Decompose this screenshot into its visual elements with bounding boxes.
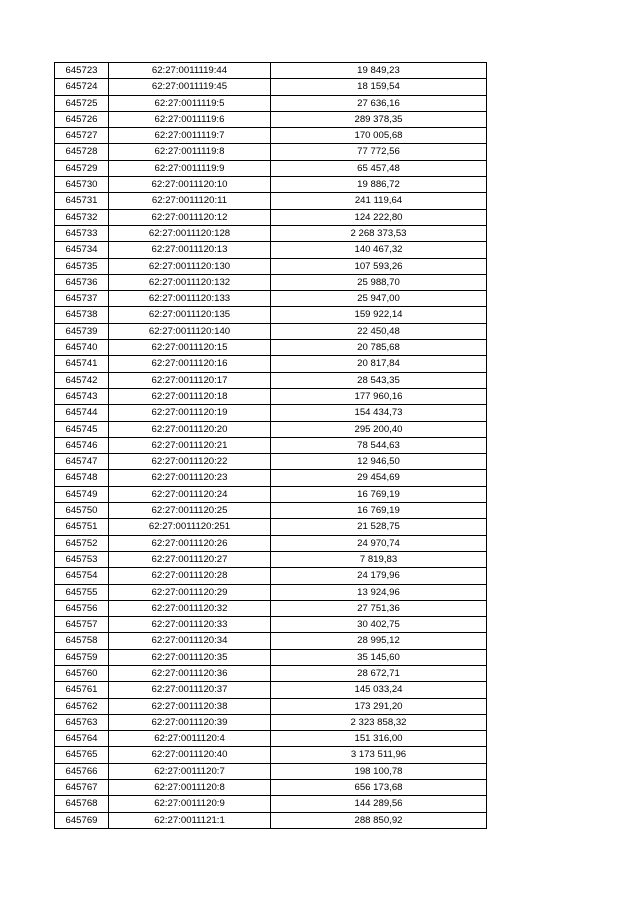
- row-number-cell: 645756: [55, 600, 109, 616]
- row-number-cell: 645755: [55, 584, 109, 600]
- value-cell: 144 289,56: [271, 796, 487, 812]
- row-number-cell: 645753: [55, 551, 109, 567]
- row-number-cell: 645729: [55, 160, 109, 176]
- value-cell: 20 785,68: [271, 340, 487, 356]
- table-row: [55, 584, 487, 600]
- cadastral-number-cell: 62:27:0011120:23: [109, 470, 271, 486]
- cadastral-number-cell: 62:27:0011120:133: [109, 291, 271, 307]
- cadastral-number-cell: 62:27:0011120:19: [109, 405, 271, 421]
- value-cell: 28 543,35: [271, 372, 487, 388]
- value-cell: 29 454,69: [271, 470, 487, 486]
- row-number-cell: 645750: [55, 503, 109, 519]
- row-number-cell: 645723: [55, 63, 109, 79]
- table-row: [55, 291, 487, 307]
- table-row: [55, 193, 487, 209]
- table-row: [55, 551, 487, 567]
- value-cell: 77 772,56: [271, 144, 487, 160]
- row-number-cell: 645748: [55, 470, 109, 486]
- cadastral-number-cell: 62:27:0011120:18: [109, 388, 271, 404]
- table-row: [55, 323, 487, 339]
- cadastral-number-cell: 62:27:0011120:28: [109, 568, 271, 584]
- cadastral-number-cell: 62:27:0011119:7: [109, 128, 271, 144]
- cadastral-number-cell: 62:27:0011120:29: [109, 584, 271, 600]
- table-row: [55, 160, 487, 176]
- row-number-cell: 645733: [55, 225, 109, 241]
- cadastral-number-cell: 62:27:0011120:8: [109, 780, 271, 796]
- table-row: [55, 470, 487, 486]
- cadastral-number-cell: 62:27:0011119:6: [109, 111, 271, 127]
- row-number-cell: 645757: [55, 617, 109, 633]
- row-number-cell: 645768: [55, 796, 109, 812]
- table-row: [55, 780, 487, 796]
- row-number-cell: 645762: [55, 698, 109, 714]
- table-row: [55, 568, 487, 584]
- value-cell: 145 033,24: [271, 682, 487, 698]
- row-number-cell: 645767: [55, 780, 109, 796]
- row-number-cell: 645738: [55, 307, 109, 323]
- value-cell: 289 378,35: [271, 111, 487, 127]
- cadastral-number-cell: 62:27:0011120:16: [109, 356, 271, 372]
- table-row: [55, 307, 487, 323]
- table-row: [55, 486, 487, 502]
- row-number-cell: 645752: [55, 535, 109, 551]
- cadastral-number-cell: 62:27:0011120:12: [109, 209, 271, 225]
- table-row: [55, 617, 487, 633]
- row-number-cell: 645761: [55, 682, 109, 698]
- table-row: [55, 356, 487, 372]
- table-row: [55, 111, 487, 127]
- cadastral-number-cell: 62:27:0011120:4: [109, 731, 271, 747]
- table-row: [55, 812, 487, 828]
- row-number-cell: 645737: [55, 291, 109, 307]
- table-row: [55, 714, 487, 730]
- cadastral-number-cell: 62:27:0011120:34: [109, 633, 271, 649]
- table-row: [55, 388, 487, 404]
- table-row: [55, 503, 487, 519]
- cadastral-number-cell: 62:27:0011120:13: [109, 242, 271, 258]
- row-number-cell: 645765: [55, 747, 109, 763]
- table-row: [55, 372, 487, 388]
- value-cell: 28 995,12: [271, 633, 487, 649]
- cadastral-number-cell: 62:27:0011119:5: [109, 95, 271, 111]
- value-cell: 19 849,23: [271, 63, 487, 79]
- cadastral-value-table: [54, 62, 487, 829]
- row-number-cell: 645764: [55, 731, 109, 747]
- cadastral-number-cell: 62:27:0011120:132: [109, 274, 271, 290]
- cadastral-number-cell: 62:27:0011120:17: [109, 372, 271, 388]
- row-number-cell: 645747: [55, 454, 109, 470]
- cadastral-number-cell: 62:27:0011120:251: [109, 519, 271, 535]
- row-number-cell: 645736: [55, 274, 109, 290]
- table-row: [55, 79, 487, 95]
- table-row: [55, 747, 487, 763]
- cadastral-number-cell: 62:27:0011120:140: [109, 323, 271, 339]
- row-number-cell: 645769: [55, 812, 109, 828]
- cadastral-number-cell: 62:27:0011120:38: [109, 698, 271, 714]
- value-cell: 154 434,73: [271, 405, 487, 421]
- cadastral-number-cell: 62:27:0011120:39: [109, 714, 271, 730]
- value-cell: 27 751,36: [271, 600, 487, 616]
- value-cell: 173 291,20: [271, 698, 487, 714]
- table-row: [55, 258, 487, 274]
- table-row: [55, 437, 487, 453]
- cadastral-number-cell: 62:27:0011120:37: [109, 682, 271, 698]
- cadastral-number-cell: 62:27:0011120:27: [109, 551, 271, 567]
- value-cell: 25 988,70: [271, 274, 487, 290]
- value-cell: 35 145,60: [271, 649, 487, 665]
- row-number-cell: 645754: [55, 568, 109, 584]
- value-cell: 30 402,75: [271, 617, 487, 633]
- row-number-cell: 645739: [55, 323, 109, 339]
- table-row: [55, 519, 487, 535]
- table-row: [55, 731, 487, 747]
- value-cell: 3 173 511,96: [271, 747, 487, 763]
- table-row: [55, 649, 487, 665]
- table-row: [55, 340, 487, 356]
- value-cell: 7 819,83: [271, 551, 487, 567]
- table-row: [55, 274, 487, 290]
- table-row: [55, 421, 487, 437]
- row-number-cell: 645735: [55, 258, 109, 274]
- cadastral-number-cell: 62:27:0011120:15: [109, 340, 271, 356]
- row-number-cell: 645734: [55, 242, 109, 258]
- value-cell: 198 100,78: [271, 763, 487, 779]
- value-cell: 140 467,32: [271, 242, 487, 258]
- table-row: [55, 128, 487, 144]
- cadastral-number-cell: 62:27:0011120:25: [109, 503, 271, 519]
- value-cell: 295 200,40: [271, 421, 487, 437]
- table-row: [55, 682, 487, 698]
- table-row: [55, 665, 487, 681]
- value-cell: 16 769,19: [271, 486, 487, 502]
- value-cell: 24 179,96: [271, 568, 487, 584]
- value-cell: 151 316,00: [271, 731, 487, 747]
- value-cell: 241 119,64: [271, 193, 487, 209]
- cadastral-number-cell: 62:27:0011120:36: [109, 665, 271, 681]
- table-row: [55, 177, 487, 193]
- row-number-cell: 645728: [55, 144, 109, 160]
- table-row: [55, 796, 487, 812]
- value-cell: 656 173,68: [271, 780, 487, 796]
- value-cell: 2 323 858,32: [271, 714, 487, 730]
- cadastral-number-cell: 62:27:0011120:21: [109, 437, 271, 453]
- row-number-cell: 645725: [55, 95, 109, 111]
- value-cell: 18 159,54: [271, 79, 487, 95]
- cadastral-number-cell: 62:27:0011120:22: [109, 454, 271, 470]
- value-cell: 78 544,63: [271, 437, 487, 453]
- row-number-cell: 645758: [55, 633, 109, 649]
- cadastral-number-cell: 62:27:0011120:24: [109, 486, 271, 502]
- value-cell: 159 922,14: [271, 307, 487, 323]
- row-number-cell: 645724: [55, 79, 109, 95]
- row-number-cell: 645763: [55, 714, 109, 730]
- table-row: [55, 535, 487, 551]
- cadastral-number-cell: 62:27:0011119:9: [109, 160, 271, 176]
- row-number-cell: 645743: [55, 388, 109, 404]
- row-number-cell: 645749: [55, 486, 109, 502]
- value-cell: 2 268 373,53: [271, 225, 487, 241]
- value-cell: 25 947,00: [271, 291, 487, 307]
- table-row: [55, 63, 487, 79]
- value-cell: 20 817,84: [271, 356, 487, 372]
- value-cell: 170 005,68: [271, 128, 487, 144]
- cadastral-number-cell: 62:27:0011120:130: [109, 258, 271, 274]
- cadastral-number-cell: 62:27:0011120:26: [109, 535, 271, 551]
- row-number-cell: 645744: [55, 405, 109, 421]
- table-row: [55, 600, 487, 616]
- value-cell: 65 457,48: [271, 160, 487, 176]
- value-cell: 24 970,74: [271, 535, 487, 551]
- row-number-cell: 645740: [55, 340, 109, 356]
- table-row: [55, 405, 487, 421]
- cadastral-number-cell: 62:27:0011119:8: [109, 144, 271, 160]
- value-cell: 22 450,48: [271, 323, 487, 339]
- value-cell: 13 924,96: [271, 584, 487, 600]
- value-cell: 16 769,19: [271, 503, 487, 519]
- table-row: [55, 633, 487, 649]
- value-cell: 107 593,26: [271, 258, 487, 274]
- cadastral-number-cell: 62:27:0011120:11: [109, 193, 271, 209]
- table-row: [55, 698, 487, 714]
- cadastral-number-cell: 62:27:0011121:1: [109, 812, 271, 828]
- cadastral-number-cell: 62:27:0011120:40: [109, 747, 271, 763]
- row-number-cell: 645745: [55, 421, 109, 437]
- table-row: [55, 209, 487, 225]
- value-cell: 19 886,72: [271, 177, 487, 193]
- row-number-cell: 645766: [55, 763, 109, 779]
- table-row: [55, 454, 487, 470]
- value-cell: 12 946,50: [271, 454, 487, 470]
- row-number-cell: 645732: [55, 209, 109, 225]
- row-number-cell: 645741: [55, 356, 109, 372]
- cadastral-number-cell: 62:27:0011120:32: [109, 600, 271, 616]
- cadastral-number-cell: 62:27:0011119:44: [109, 63, 271, 79]
- row-number-cell: 645742: [55, 372, 109, 388]
- cadastral-number-cell: 62:27:0011120:135: [109, 307, 271, 323]
- value-cell: 27 636,16: [271, 95, 487, 111]
- cadastral-number-cell: 62:27:0011120:33: [109, 617, 271, 633]
- cadastral-number-cell: 62:27:0011119:45: [109, 79, 271, 95]
- row-number-cell: 645730: [55, 177, 109, 193]
- row-number-cell: 645727: [55, 128, 109, 144]
- value-cell: 177 960,16: [271, 388, 487, 404]
- value-cell: 288 850,92: [271, 812, 487, 828]
- table-row: [55, 225, 487, 241]
- row-number-cell: 645746: [55, 437, 109, 453]
- row-number-cell: 645726: [55, 111, 109, 127]
- value-cell: 21 528,75: [271, 519, 487, 535]
- table-row: [55, 144, 487, 160]
- row-number-cell: 645751: [55, 519, 109, 535]
- cadastral-number-cell: 62:27:0011120:128: [109, 225, 271, 241]
- cadastral-number-cell: 62:27:0011120:35: [109, 649, 271, 665]
- cadastral-number-cell: 62:27:0011120:7: [109, 763, 271, 779]
- table-row: [55, 242, 487, 258]
- row-number-cell: 645759: [55, 649, 109, 665]
- table-row: [55, 763, 487, 779]
- row-number-cell: 645731: [55, 193, 109, 209]
- cadastral-number-cell: 62:27:0011120:9: [109, 796, 271, 812]
- row-number-cell: 645760: [55, 665, 109, 681]
- cadastral-number-cell: 62:27:0011120:10: [109, 177, 271, 193]
- cadastral-number-cell: 62:27:0011120:20: [109, 421, 271, 437]
- value-cell: 124 222,80: [271, 209, 487, 225]
- table-row: [55, 95, 487, 111]
- table-body: [55, 63, 487, 829]
- value-cell: 28 672,71: [271, 665, 487, 681]
